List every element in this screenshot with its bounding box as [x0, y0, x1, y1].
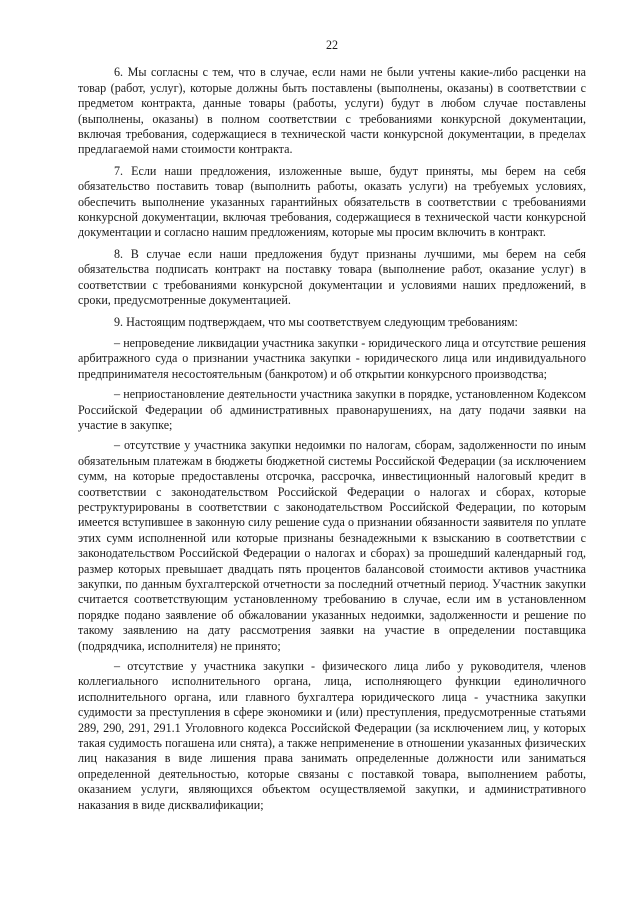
- page-number: 22: [325, 38, 339, 52]
- paragraph-8: 8. В случае если наши предложения будут признаны лучшими, мы берем на себя обязательства подписать контракт на поставку товара (выполнение работ, оказание услуг) в соответствии с требованиями конкурсной документации и условиями наших предложений, в сроки, предусмотренные документацией.: [78, 246, 586, 308]
- requirement-liquidation: – непроведение ликвидации участника закупки - юридического лица и отсутствие решения арбитражного суда о признании участника закупки - юридического лица или индивидуального предпринимателя несостоятельным (банкротом) и об открытии конкурсного производства;: [78, 335, 586, 381]
- paragraph-9: 9. Настоящим подтверждаем, что мы соответствуем следующим требованиям:: [114, 314, 518, 329]
- requirement-criminal-record: – отсутствие у участника закупки - физического лица либо у руководителя, членов коллегиального исполнительного органа, лица, исполняющего функции единоличного исполнительного органа, или главного бухгалтера юридического лица - участника закупки судимости за преступления в сфере экономики и (или) преступления, предусмотренные статьями 289, 290, 291, 291.1 Уголовного кодекса Российской Федерации (за исключением лиц, у которых такая судимость погашена или снята), а также неприменение в отношении указанных физических лиц наказания в виде лишения права занимать определенные должности или заниматься определенной деятельностью, которые связаны с поставкой товара, выполнением работы, оказанием услуги, являющихся объектом осуществляемой закупки, и административного наказания в виде дисквалификации;: [78, 659, 586, 812]
- paragraph-7: 7. Если наши предложения, изложенные выше, будут приняты, мы берем на себя обязательство поставить товар (выполнить работы, оказать услуги) на требуемых условиях, обеспечить выполнение указанных гарантийных обязательств в соответствии с требованиями конкурсной документации, включая требования, содержащиеся в технической части конкурсной документации и согласно нашим предложениям, которые мы просим включить в контракт.: [78, 163, 586, 240]
- requirement-suspension: – неприостановление деятельности участника закупки в порядке, установленном Кодексом Российской Федерации об административных правонарушениях, на дату подачи заявки на участие в закупке;: [78, 387, 586, 432]
- paragraph-6: 6. Мы согласны с тем, что в случае, если нами не были учтены какие-либо расценки на товар (работ, услуг), которые должны быть поставлены (выполнены, оказаны) в соответствии с предметом контракта, данные товары (работы, услуги) будут в любом случае поставлены (выполнены, оказаны) в полном соответствии с требованиями конкурсной документации, включая требования, содержащиеся в технической части конкурсной документации, в пределах предлагаемой нами стоимости контракта.: [78, 65, 586, 157]
- requirement-tax-arrears: – отсутствие у участника закупки недоимки по налогам, сборам, задолженности по иным обязательным платежам в бюджеты бюджетной системы Российской Федерации (за исключением сумм, на которые предоставлены отсрочка, рассрочка, инвестиционный налоговый кредит в соответствии с законодательством Российской Федерации о налогах и сборах, которые реструктурированы в соответствии с законодательством Российской Федерации, по которым имеется вступившее в законную силу решение суда о признании обязанности заявителя по уплате этих сумм исполненной или которые признаны безнадежными к взысканию в соответствии с законодательством Российской Федерации о налогах и сборах) за прошедший календарный год, размер которых превышает двадцать пять процентов балансовой стоимости активов участника закупки, по данным бухгалтерской отчетности за последний отчетный период. Участник закупки считается соответствующим установленному требованию в случае, если им в установленном порядке подано заявление об обжаловании указанных недоимки, задолженности и решение по такому заявлению на дату рассмотрения заявки на участие в определении поставщика (подрядчика, исполнителя) не принято;: [78, 438, 586, 653]
